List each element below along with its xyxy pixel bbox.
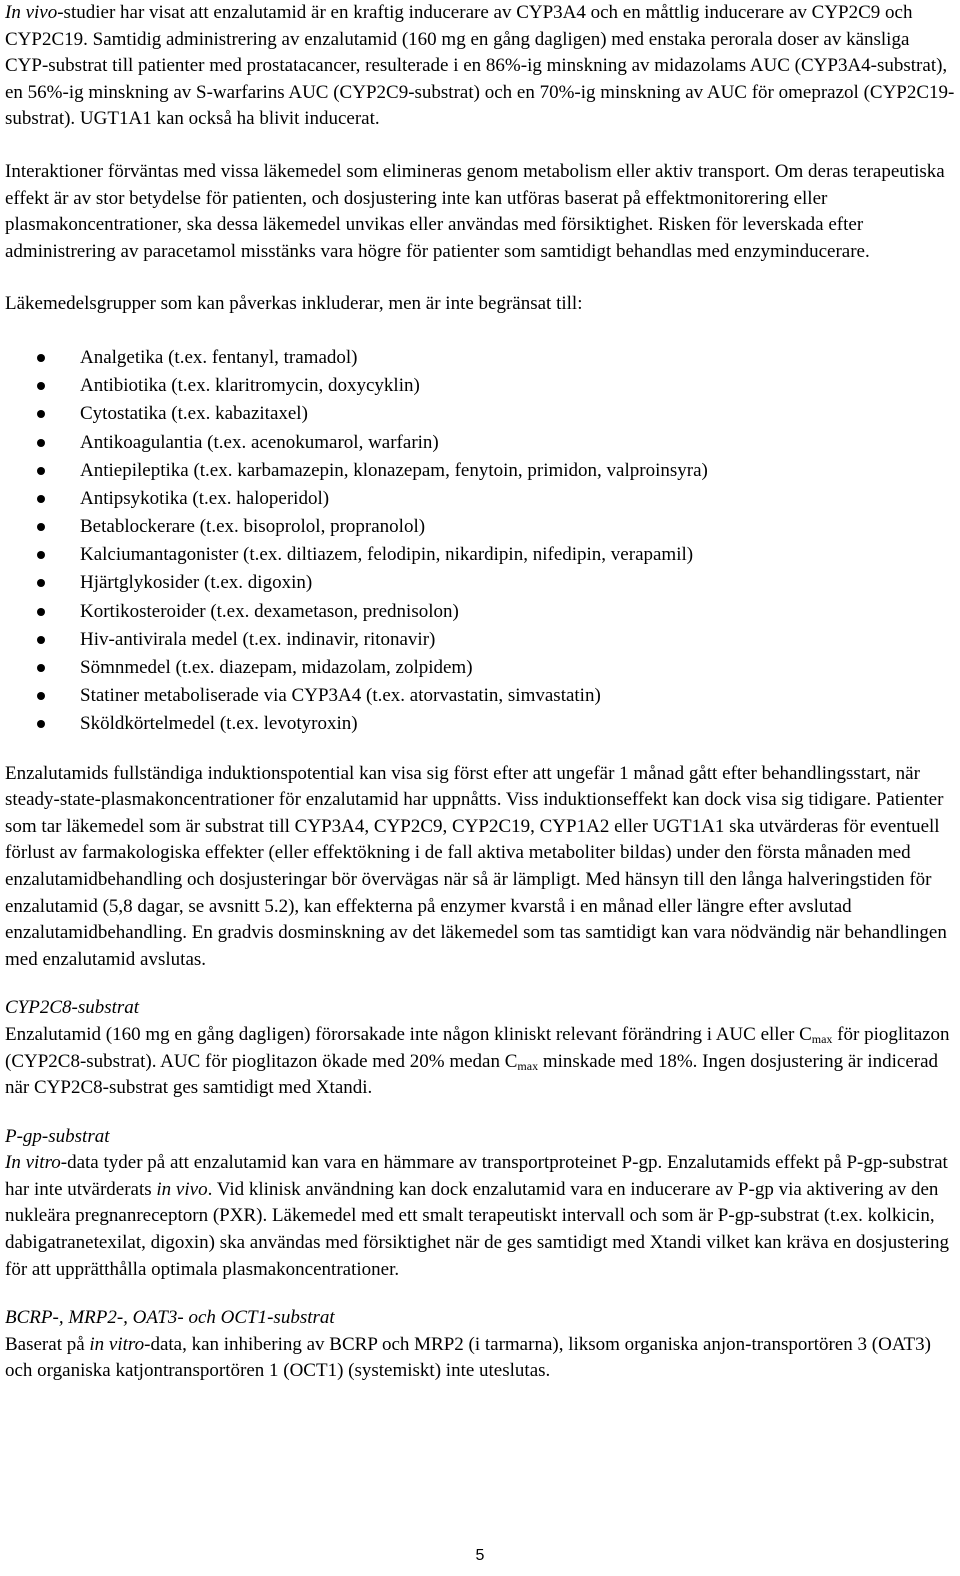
bullet-icon — [37, 354, 45, 362]
list-item — [5, 682, 957, 710]
intro-italic-in-vivo: In vivo — [5, 2, 58, 23]
list-item — [5, 372, 957, 400]
bullet-icon — [37, 495, 45, 503]
list-item-text: Hiv-antivirala medel (t.ex. indinavir, ritonavir) — [80, 628, 436, 650]
pgp-heading — [5, 1124, 957, 1151]
list-item-text: Kalciumantagonister (t.ex. diltiazem, felodipin, nikardipin, nifedipin, verapamil) — [80, 544, 694, 566]
cyp2c8-heading — [5, 995, 957, 1022]
list-item — [5, 429, 957, 457]
pgp-text-1: -data tyder på att enzalutamid kan vara en hämmare av transportproteinet P-gp. Enzalutamids effekt på P-gp-substrat har inte utvärderats — [5, 1152, 948, 1200]
list-item — [5, 626, 957, 654]
list-item — [5, 710, 957, 738]
bcrp-heading-text: BCRP-, MRP2-, OAT3- och OCT1-substrat — [5, 1307, 335, 1329]
document-page — [5, 0, 957, 1385]
page-number: 5 — [475, 1547, 485, 1564]
cyp2c8-text-3: minskade med 18%. Ingen dosjustering är indicerad när CYP2C8-substrat ges samtidigt med Xtandi. — [5, 1050, 939, 1099]
list-item-text: Antikoagulantia (t.ex. acenokumarol, warfarin) — [80, 431, 439, 453]
bcrp-text-1: Baserat på — [5, 1333, 90, 1355]
list-item — [5, 598, 957, 626]
induction-paragraph: Enzalutamids fullständiga induktionspotential kan visa sig först efter att ungefär 1 månad gått efter behandlingsstart, när steady-state-plasmakoncentrationer för enzalutamid har uppnåtts. Viss induktionseffekt kan dock visa sig tidigare. Patienter som tar läkemedel som är substrat till CYP3A4, CYP2C9, CYP2C19, CYP1A2 eller UGT1A1 ska utvärderas för eventuell förlust av farmakologiska effekter (eller effektökning i de fall aktiva metaboliter bildas) under den första månaden med enzalutamidbehandling och dosjusteringar bör övervägas när så är lämpligt. Med hänsyn till den långa halveringstiden för enzalutamid (5,8 dagar, se avsnitt 5.2), kan effekterna på enzymer kvarstå i en månad eller längre efter avslutad enzalutamidbehandling. En gradvis dosminskning av det läkemedel som tas samtidigt kan vara nödvändig när behandlingen med enzalutamid avslutas. — [5, 762, 947, 970]
cmax-subscript: max — [811, 1031, 833, 1046]
intro-paragraph-3: Läkemedelsgrupper som kan påverkas inkluderar, men är inte begränsat till: — [5, 293, 583, 315]
bullet-icon — [37, 382, 45, 390]
bullet-icon — [37, 692, 45, 700]
bullet-icon — [37, 467, 45, 475]
list-item-text: Betablockerare (t.ex. bisoprolol, propranolol) — [80, 516, 426, 538]
intro-paragraph-1 — [5, 0, 957, 133]
list-item — [5, 457, 957, 485]
drug-group-list — [5, 344, 957, 739]
bullet-icon — [37, 636, 45, 644]
list-item — [5, 485, 957, 513]
bullet-icon — [37, 439, 45, 447]
list-item-text: Antipsykotika (t.ex. haloperidol) — [80, 487, 330, 509]
list-item-text: Analgetika (t.ex. fentanyl, tramadol) — [80, 346, 358, 368]
bullet-icon — [37, 608, 45, 616]
list-item — [5, 541, 957, 569]
pgp-italic-in-vivo: in vivo — [156, 1178, 208, 1200]
bullet-icon — [37, 664, 45, 672]
bcrp-heading — [5, 1305, 957, 1332]
cyp2c8-text-1: Enzalutamid (160 mg en gång dagligen) förorsakade inte någon kliniskt relevant förändring i AUC eller C — [5, 1023, 812, 1045]
intro-paragraph-1-text: -studier har visat att enzalutamid är en kraftig inducerare av CYP3A4 och en måttlig inducerare av CYP2C9 och CYP2C19. Samtidig administrering av enzalutamid (160 mg en gång dagligen) med enstaka perorala doser av känsliga CYP-substrat till patienter med prostatacancer, resulterade i en 86%-ig minskning av midazolams AUC (CYP3A4-substrat), en 56%-ig minskning av S-warfarins AUC (CYP2C9-substrat) och en 70%-ig minskning av AUC för omeprazol (CYP2C19-substrat). UGT1A1 kan också ha blivit inducerat. — [5, 2, 955, 130]
cyp2c8-paragraph — [5, 1022, 957, 1102]
list-item — [5, 569, 957, 597]
cyp2c8-text-2: för pioglitazon (CYP2C8-substrat). AUC för pioglitazon ökade med 20% medan C — [5, 1023, 950, 1072]
list-item — [5, 400, 957, 428]
bcrp-text-2: -data, kan inhibering av BCRP och MRP2 (i tarmarna), liksom organiska anjon-transportören 3 (OAT3) och organiska katjontransportören 1 (OCT1) (systemiskt) inte uteslutas. — [5, 1333, 931, 1382]
bcrp-italic-in-vitro: in vitro — [89, 1333, 145, 1355]
intro-paragraph-2: Interaktioner förväntas med vissa läkemedel som elimineras genom metabolism eller aktiv transport. Om deras terapeutiska effekt är av stor betydelse för patienten, och dosjustering inte kan utföras baserat på effektmonitorering eller plasmakoncentrationer, ska dessa läkemedel unvikas eller användas med försiktighet. Risken för leverskada efter administrering av paracetamol misstänks vara högre för patienter som samtidigt behandlas med enzyminducerare. — [5, 160, 945, 262]
list-item — [5, 344, 957, 372]
bullet-icon — [37, 720, 45, 728]
list-item-text: Cytostatika (t.ex. kabazitaxel) — [80, 403, 308, 425]
bcrp-paragraph — [5, 1332, 957, 1385]
list-item-text: Kortikosteroider (t.ex. dexametason, prednisolon) — [80, 600, 459, 622]
list-item-text: Statiner metaboliserade via CYP3A4 (t.ex. atorvastatin, simvastatin) — [80, 685, 601, 707]
list-item-text: Antibiotika (t.ex. klaritromycin, doxycyklin) — [80, 375, 420, 397]
pgp-paragraph — [5, 1150, 957, 1283]
cyp2c8-heading-text: CYP2C8-substrat — [5, 997, 140, 1019]
pgp-italic-in-vitro: In vitro — [5, 1152, 61, 1174]
list-item — [5, 513, 957, 541]
list-item — [5, 654, 957, 682]
list-item-text: Antiepileptika (t.ex. karbamazepin, klonazepam, fenytoin, primidon, valproinsyra) — [80, 459, 708, 481]
bullet-icon — [37, 579, 45, 587]
bullet-icon — [37, 523, 45, 531]
cmax-subscript: max — [517, 1058, 539, 1073]
list-item-text: Hjärtglykosider (t.ex. digoxin) — [80, 572, 313, 594]
bullet-icon — [37, 551, 45, 559]
pgp-heading-text: P-gp-substrat — [5, 1125, 110, 1147]
list-item-text: Sömnmedel (t.ex. diazepam, midazolam, zolpidem) — [80, 657, 473, 678]
list-item-text: Sköldkörtelmedel (t.ex. levotyroxin) — [80, 713, 358, 735]
pgp-text-2: . Vid klinisk användning kan dock enzalutamid vara en inducerare av P-gp via aktivering av den nukleära pregnanreceptorn (PXR). Läkemedel med ett smalt terapeutiskt intervall och som är P-gp-substrat (t.ex. kolkicin, dabigatranetexilat, digoxin) ska användas med försiktighet när de ges samtidigt med Xtandi vilket kan kräva en dosjustering för att upprätthålla optimala plasmakoncentrationer. — [5, 1178, 949, 1280]
bullet-icon — [37, 410, 45, 418]
